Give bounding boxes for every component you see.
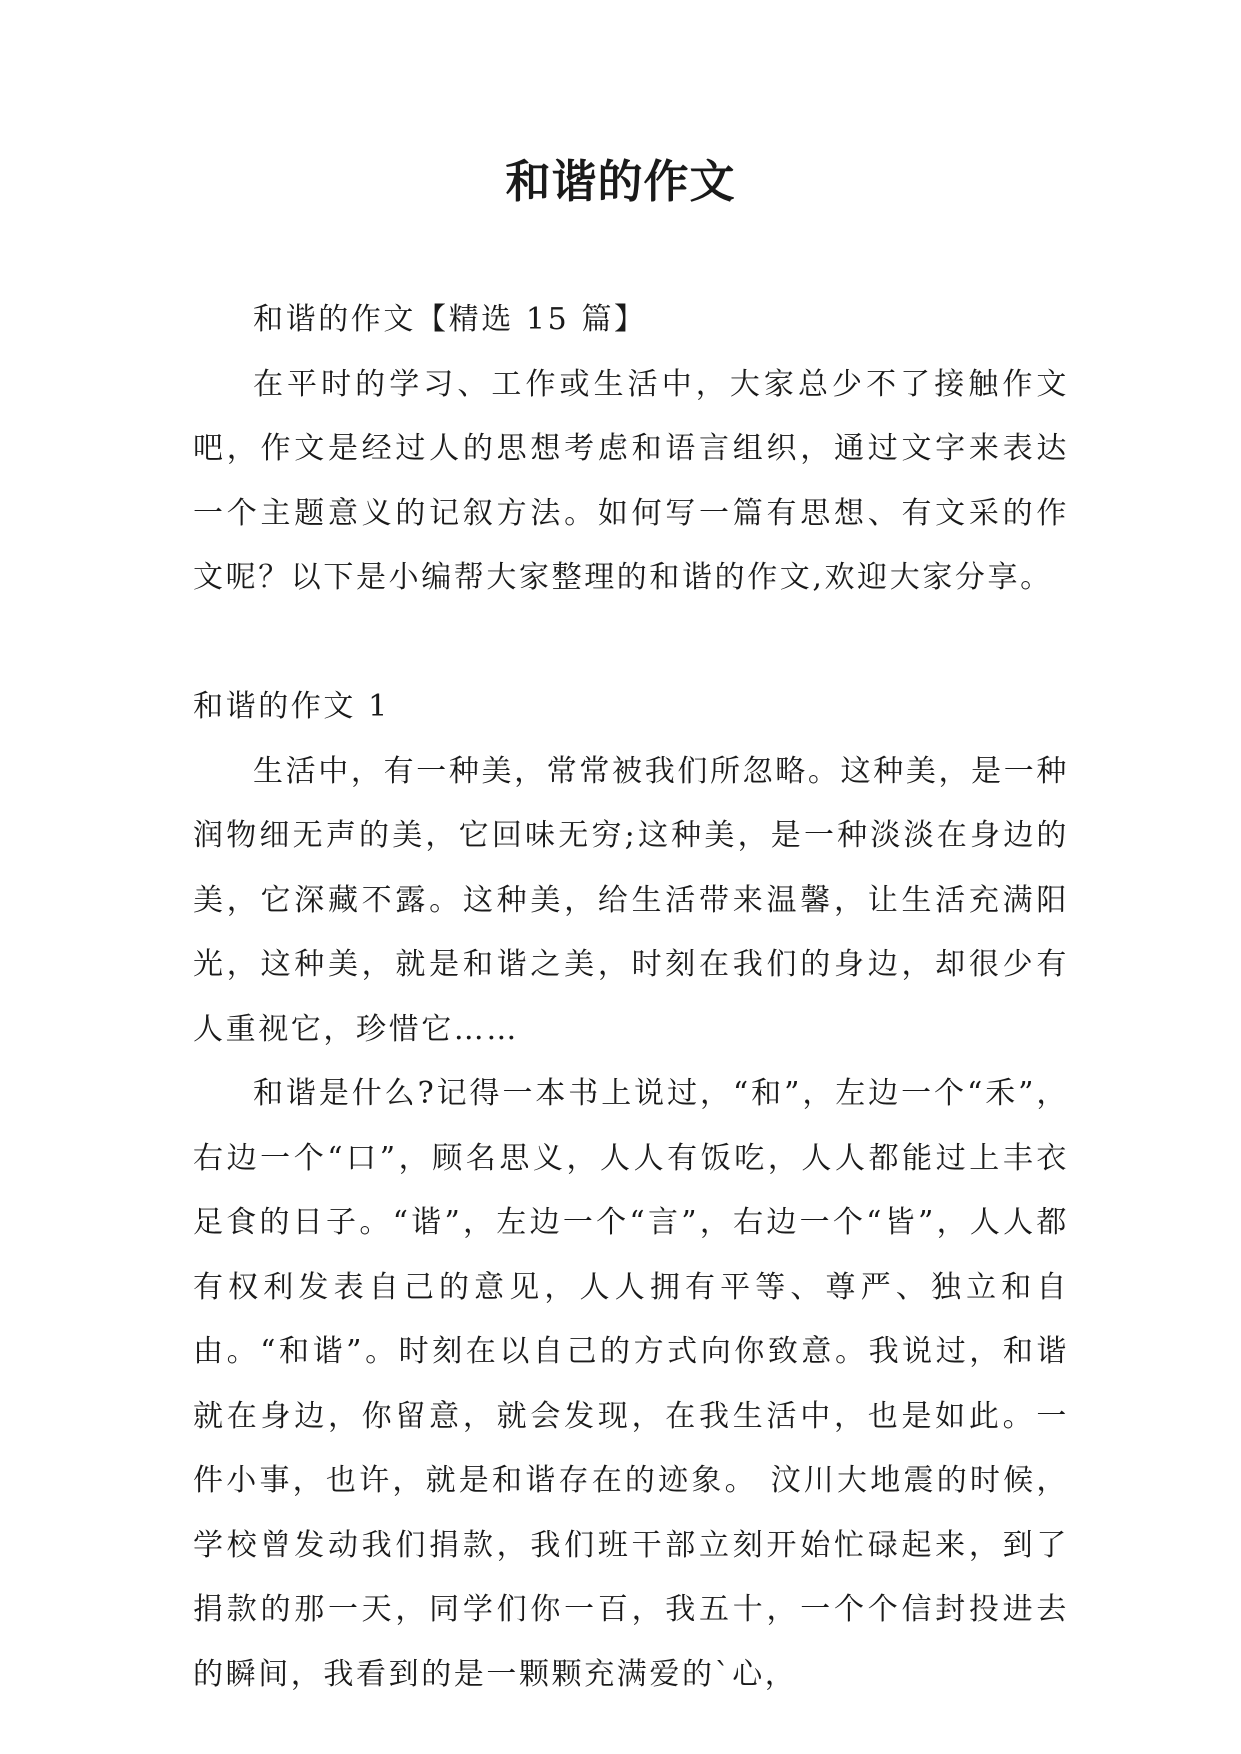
document-body — [193, 288, 1069, 1707]
body-paragraph: 生活中，有一种美，常常被我们所忽略。这种美，是一种润物细无声的美，它回味无穷;这种美，是一种淡淡在身边的美，它深藏不露。这种美，给生活带来温馨，让生活充满阳光，这种美，就是和谐之美，时刻在我们的身边，却很少有人重视它，珍惜它…… — [193, 753, 1069, 1047]
section-spacer — [193, 611, 1069, 676]
section-heading: 和谐的作文 1 — [193, 689, 390, 724]
body-paragraph: 和谐是什么?记得一本书上说过，“和”，左边一个“禾”，右边一个“口”，顾名思义，人人有饭吃，人人都能过上丰衣足食的日子。“谐”，左边一个“言”，右边一个“皆”，人人都有权利发表自己的意见，人人拥有平等、尊严、独立和自由。“和谐”。时刻在以自己的方式向你致意。我说过，和谐就在身边，你留意，就会发现，在我生活中，也是如此。一件小事，也许，就是和谐存在的迹象。 汶川大地震的时候，学校曾发动我们捐款，我们班干部立刻开始忙碌起来，到了捐款的那一天，同学们你一百，我五十，一个个信封投进去的瞬间，我看到的是一颗颗充满爱的`心， — [193, 1076, 1069, 1692]
document-title: 和谐的作文 — [505, 155, 736, 208]
document-subtitle: 和谐的作文【精选 15 篇】 — [253, 302, 647, 337]
intro-paragraph: 在平时的学习、工作或生活中，大家总少不了接触作文吧，作文是经过人的思想考虑和语言组织，通过文字来表达一个主题意义的记叙方法。如何写一篇有思想、有文采的作文呢？以下是小编帮大家整理的和谐的作文,欢迎大家分享。 — [193, 366, 1069, 595]
